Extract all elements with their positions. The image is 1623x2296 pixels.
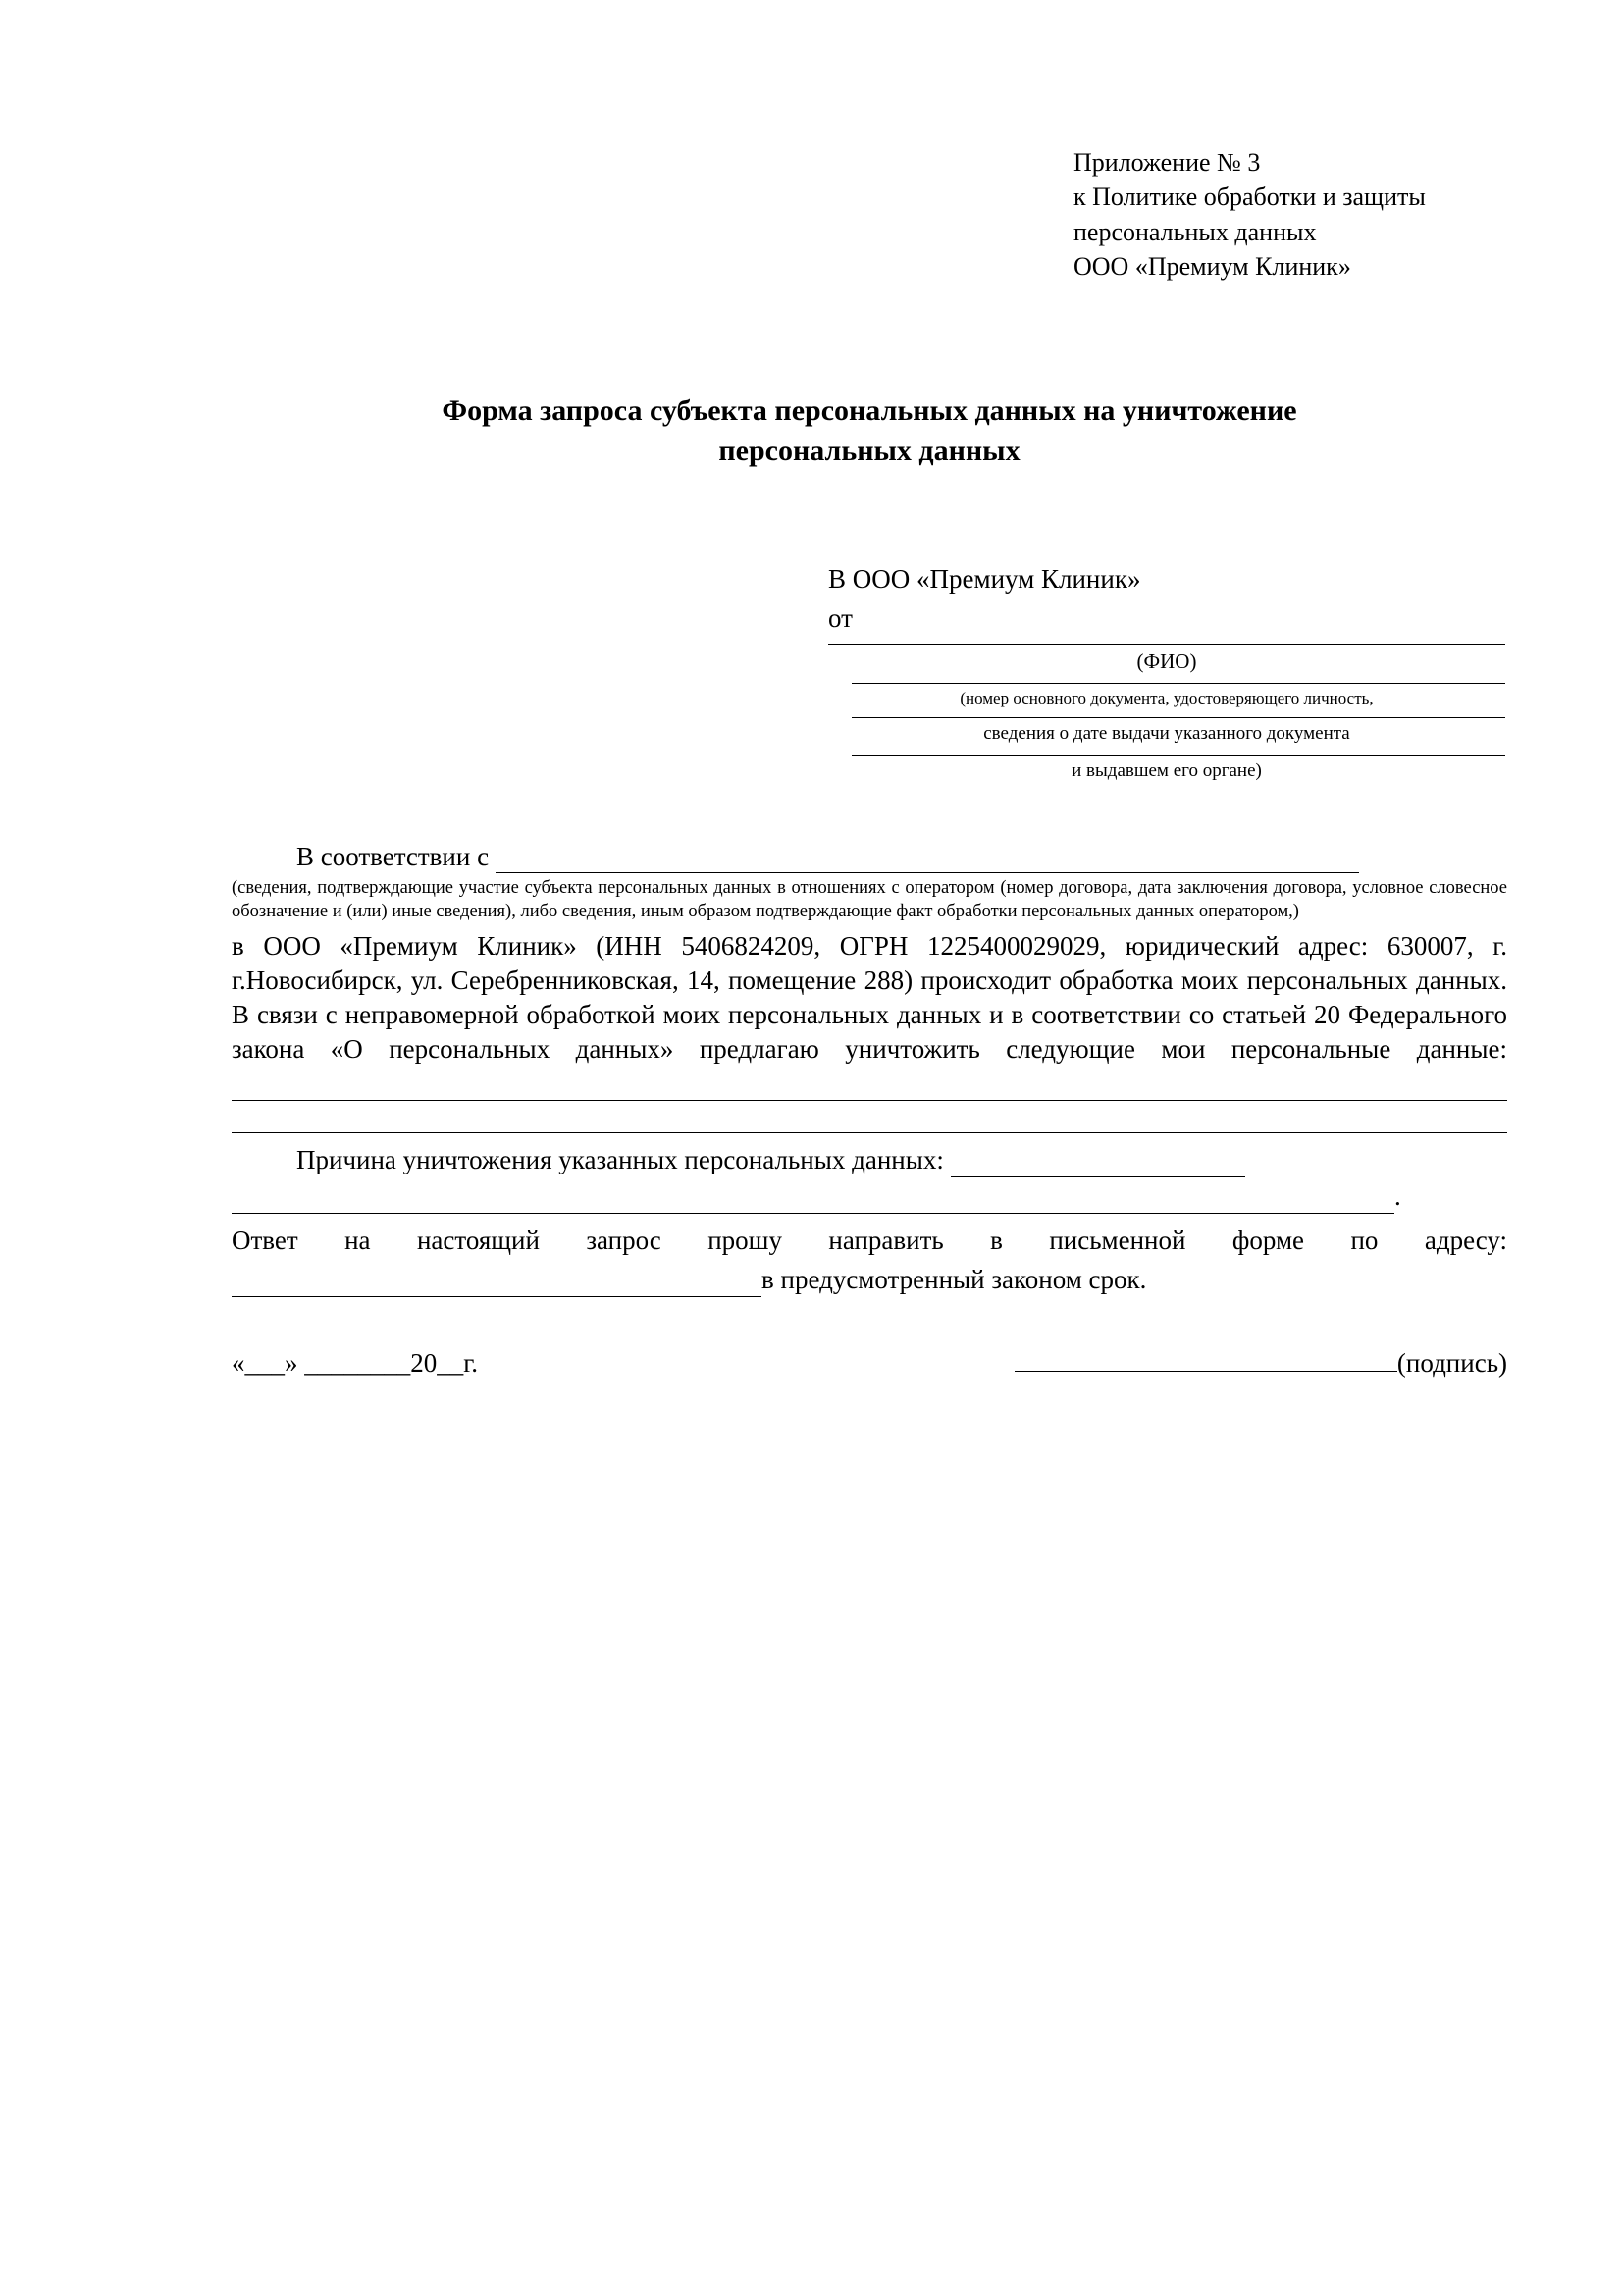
addressee-block [828,563,1505,783]
addressee-from-label: от [828,603,853,634]
signature-field[interactable] [1015,1348,1507,1379]
data-blank-line-1[interactable] [232,1100,1507,1101]
data-blank-line-2[interactable] [232,1132,1507,1133]
date-field[interactable]: «___» ________20__г. [232,1347,479,1378]
page-title [232,391,1507,470]
accordance-label: В соответствии с [296,841,490,871]
document-date-blank-line[interactable] [852,717,1505,718]
reason-label: Причина уничтожения указанных персональных данных: [296,1145,944,1175]
fio-caption: (ФИО) [1136,649,1197,673]
document-date-caption: сведения о дате выдачи указанного документа [983,723,1350,745]
accordance-blank[interactable] [496,847,1359,873]
answer-tail: в предусмотренный законом срок. [761,1264,1147,1294]
accordance-line [232,840,1507,874]
answer-address-line [232,1263,1507,1297]
page-title-line1: Форма запроса субъекта персональных данных на уничтожение [442,394,1297,428]
appendix-header [1073,145,1507,284]
appendix-number: Приложение № 3 [1073,148,1261,177]
fio-blank-line[interactable] [828,644,1505,645]
signature-blank[interactable] [1015,1349,1397,1372]
answer-address-blank[interactable] [232,1271,761,1297]
appendix-policy-line2: персональных данных [1073,217,1317,246]
reason-blank-1[interactable] [951,1151,1245,1177]
document-organ-blank-line[interactable] [852,755,1505,756]
reason-line [232,1143,1507,1177]
accordance-note: (сведения, подтверждающие участие субъекта персональных данных в отношениях с оператором (номер договора, дата заключения договора, условное словесное обозначение и (или) иные сведения), либо сведения, иным образом подтверждающие факт обработки персональных данных оператором,) [232,878,1507,921]
document-blank-line[interactable] [852,683,1505,684]
signature-row [232,1348,1507,1391]
main-paragraph: в ООО «Премиум Клиник» (ИНН 5406824209, ОГРН 1225400029029, юридический адрес: 630007, г. г.Новосибирск, ул. Серебренниковская, 14, помещение 288) происходит обработка моих персональных данных. В связи с неправомерной обработкой моих персональных данных и в соответствии со статьей 20 Федерального закона «О персональных данных» предлагаю уничтожить следующие мои персональные данные: [232,930,1507,1065]
document-organ-caption: и выдавшем его органе) [1072,759,1262,781]
reason-line-2 [232,1179,1507,1214]
reason-end: . [1394,1181,1401,1212]
document-caption: (номер основного документа, удостоверяющего личность, [960,688,1374,707]
document-content [232,0,1507,1391]
appendix-company: ООО «Премиум Клиник» [1073,252,1351,282]
addressee-to: В ООО «Премиум Клиник» [828,563,1141,594]
appendix-policy-line1: к Политике обработки и защиты [1073,183,1426,212]
signature-caption: (подпись) [1396,1347,1507,1378]
page-title-line2: персональных данных [718,434,1021,467]
reason-blank-2[interactable] [232,1187,1394,1214]
answer-paragraph: Ответ на настоящий запрос прошу направить в письменной форме по адресу: [232,1226,1507,1256]
